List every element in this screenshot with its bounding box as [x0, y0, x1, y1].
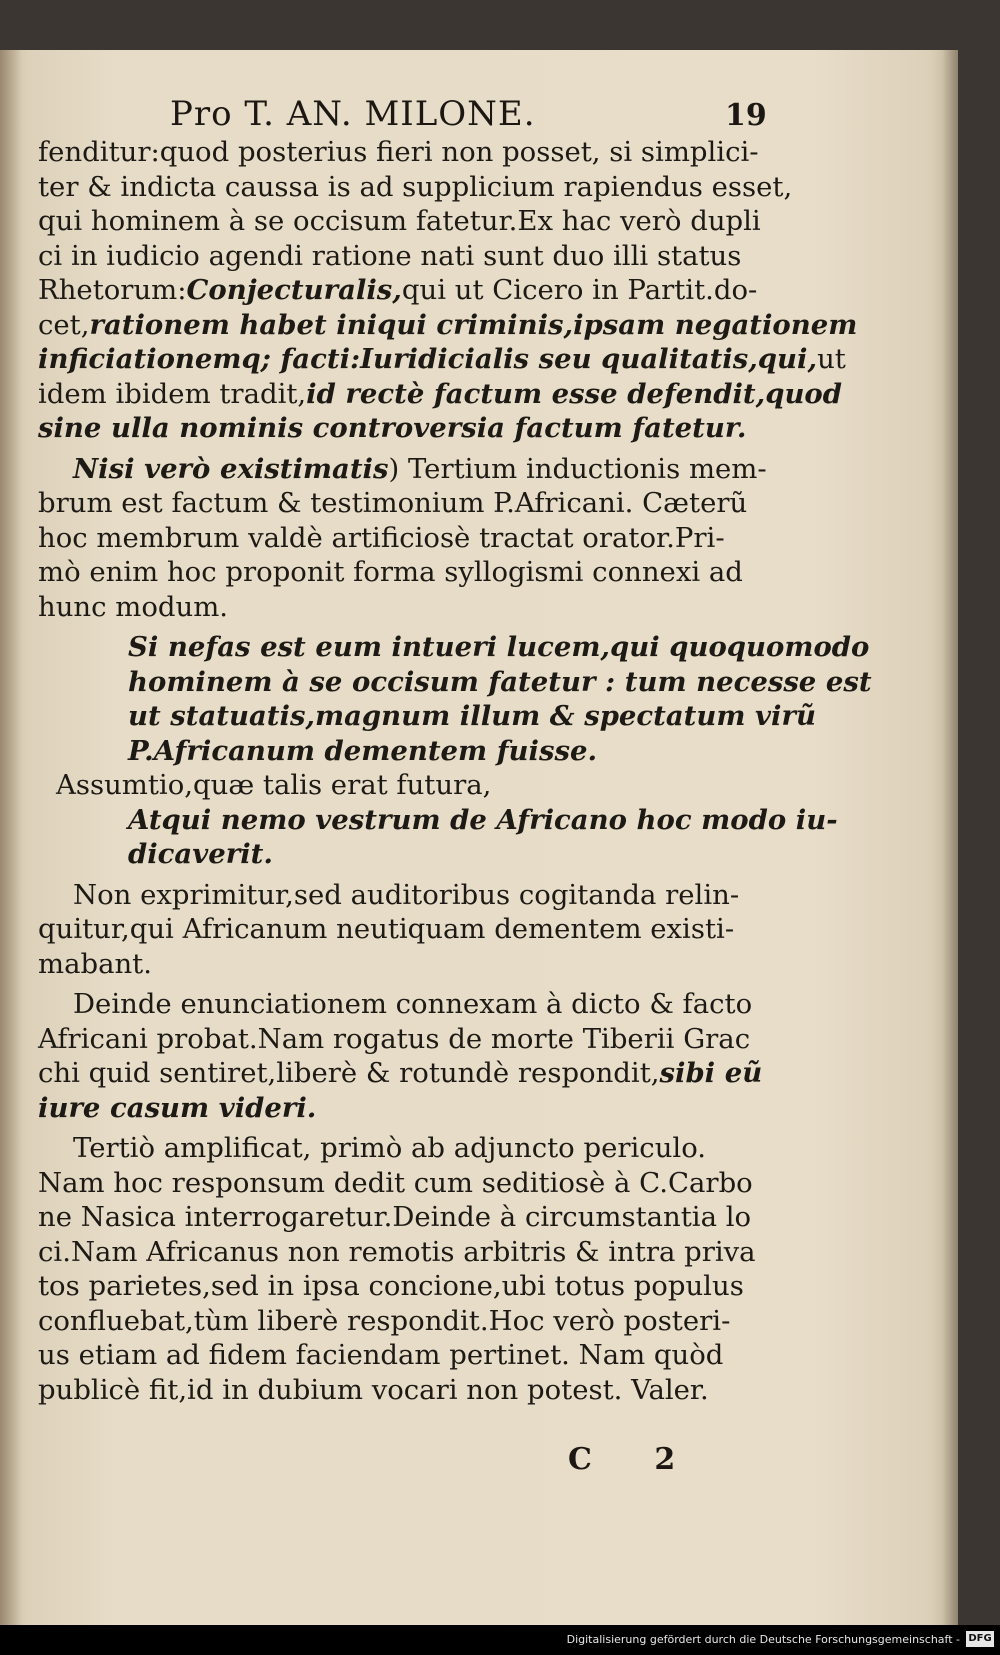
text-line [38, 878, 750, 913]
italic-segment: id rectè factum esse defendit,quod [306, 377, 843, 410]
roman-segment: Nam hoc responsum dedit cum seditiosè à C.Carbo [38, 1166, 753, 1199]
text-line [38, 1166, 753, 1201]
roman-segment: Deinde enunciationem connexam à dicto & facto [73, 988, 753, 1020]
signature-mark: C 2 [568, 1442, 702, 1477]
text-line [38, 630, 870, 665]
roman-segment: hunc modum. [38, 590, 229, 623]
text-line [38, 734, 750, 769]
italic-segment: Conjecturalis, [186, 274, 402, 306]
roman-segment: ut [817, 343, 846, 375]
roman-segment: us etiam ad fidem faciendam pertinet. Nam quòd [38, 1339, 724, 1371]
roman-segment: Africani probat.Nam rogatus de morte Tiberii Grac [38, 1022, 751, 1055]
text-line [38, 1022, 750, 1057]
text-line [38, 411, 750, 446]
text-line [38, 699, 816, 734]
roman-segment: ter & indicta caussa is ad supplicium rapiendus esset, [38, 170, 793, 203]
text-line [38, 665, 872, 700]
italic-segment: iure casum videri. [38, 1091, 317, 1124]
italic-segment: Nisi verò existimatis [73, 452, 389, 485]
text-line [38, 273, 758, 308]
text-line [38, 1091, 750, 1126]
roman-segment: idem ibidem tradit, [38, 377, 307, 410]
roman-segment: Tertiò amplificat, primò ab adjuncto periculo. [73, 1132, 707, 1164]
text-line [38, 1056, 763, 1091]
roman-segment: chi quid sentiret,liberè & rotundè respondit, [38, 1057, 660, 1089]
italic-segment: sine ulla nominis controversia factum fatetur. [38, 412, 747, 444]
text-line [38, 837, 750, 872]
text-line [38, 204, 761, 239]
text-line [38, 590, 750, 625]
italic-segment: ut statuatis,magnum illum & spectatum virũ [128, 700, 816, 732]
roman-segment: qui ut Cicero in Partit.do- [401, 274, 758, 306]
text-line [38, 987, 753, 1022]
roman-segment: Assumtio,quæ talis erat futura, [56, 769, 492, 801]
roman-segment: Rhetorum: [38, 274, 187, 306]
text-line [38, 1235, 756, 1270]
italic-segment: P.Africanum dementem fuisse. [128, 734, 598, 767]
text-line [38, 308, 858, 343]
text-line [38, 1373, 750, 1408]
italic-segment: sibi eũ [659, 1057, 763, 1089]
page-edge [942, 50, 958, 1625]
text-line [38, 555, 750, 590]
italic-segment: dicaverit. [128, 838, 273, 870]
text-line [38, 803, 838, 838]
roman-segment: cet, [38, 308, 90, 341]
roman-segment: hoc membrum valdè artificiosè tractat orator.Pri- [38, 521, 725, 554]
roman-segment: mabant. [38, 947, 152, 980]
text-line [38, 1269, 750, 1304]
italic-segment: inficiationemq; facti:Iuridicialis seu qualitatis,qui, [38, 343, 818, 375]
italic-segment: hominem à se occisum fatetur : tum necesse est [128, 665, 872, 698]
roman-segment: publicè fit,id in dubium vocari non potest. Valer. [38, 1373, 709, 1406]
text-line [38, 452, 767, 487]
roman-segment: Non exprimitur,sed auditoribus cogitanda relin- [73, 878, 740, 911]
text-line [38, 342, 846, 377]
page-number: 19 [725, 98, 767, 133]
text-line [38, 1338, 750, 1373]
text-line [38, 521, 750, 556]
text-line [38, 239, 750, 274]
italic-segment: Si nefas est eum intueri lucem,qui quoquomodo [128, 631, 870, 663]
footer-credit: Digitalisierung gefördert durch die Deutsche Forschungsgemeinschaft - [566, 1633, 960, 1646]
dfg-logo-icon: DFG [966, 1631, 994, 1647]
spine-shadow [0, 50, 22, 1625]
text-line [38, 912, 750, 947]
footer-bar [0, 1625, 1000, 1655]
roman-segment: brum est factum & testimonium P.Africani. Cæterũ [38, 487, 748, 519]
italic-segment: rationem habet iniqui criminis,ipsam negationem [89, 308, 858, 341]
text-line [38, 135, 759, 170]
running-head: Pro T. AN. MILONE. [170, 94, 536, 134]
roman-segment: ci.Nam Africanus non remotis arbitris & intra priva [38, 1235, 756, 1268]
roman-segment: ) Tertium inductionis mem- [388, 452, 767, 485]
body-text [38, 135, 872, 1407]
text-line [38, 486, 750, 521]
roman-segment: fenditur:quod posterius fieri non posset, si simplici- [38, 136, 759, 168]
roman-segment: ne Nasica interrogaretur.Deinde à circumstantia lo [38, 1201, 752, 1233]
roman-segment: tos parietes,sed in ipsa concione,ubi totus populus [38, 1270, 744, 1302]
roman-segment: quitur,qui Africanum neutiquam dementem existi- [38, 913, 735, 945]
text-line [38, 170, 793, 205]
text-line [38, 1200, 750, 1235]
text-line [38, 947, 750, 982]
italic-segment: Atqui nemo vestrum de Africano hoc modo iu- [128, 803, 838, 836]
roman-segment: mò enim hoc proponit forma syllogismi connexi ad [38, 556, 743, 588]
roman-segment: ci in iudicio agendi ratione nati sunt duo illi status [38, 239, 742, 272]
text-line [38, 1304, 750, 1339]
text-line [38, 377, 843, 412]
roman-segment: confluebat,tùm liberè respondit.Hoc verò posteri- [38, 1304, 731, 1337]
text-line [38, 768, 750, 803]
book-page [0, 50, 958, 1625]
text-line [38, 1131, 750, 1166]
roman-segment: qui hominem à se occisum fatetur.Ex hac verò dupli [38, 205, 761, 237]
